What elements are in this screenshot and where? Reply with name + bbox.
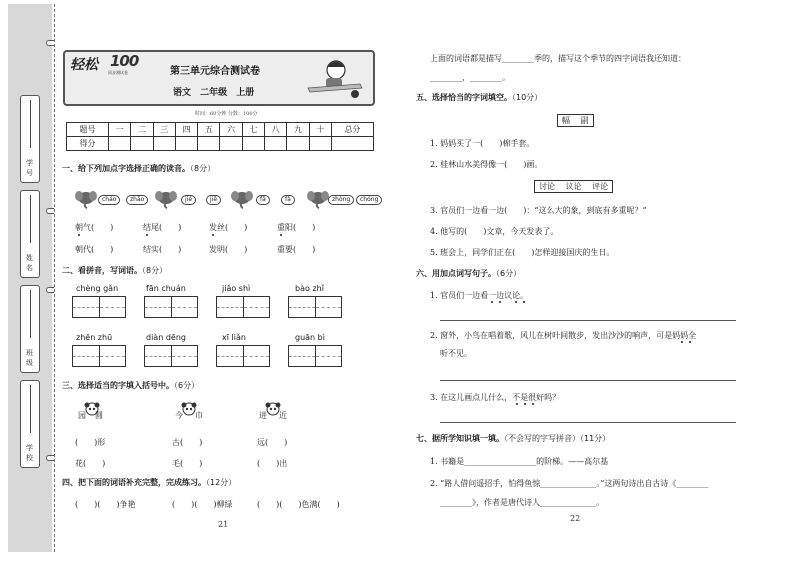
- section-4-heading: 四、把下面的词语补充完整，完成练习。: [62, 478, 206, 487]
- section-1-title: [62, 163, 215, 174]
- char-option[interactable]: 圆: [95, 411, 103, 420]
- emphasis-dot: [280, 234, 282, 236]
- pinyin-option[interactable]: jié: [181, 195, 196, 205]
- score-header-cell: 一: [109, 123, 131, 137]
- section-6-points: （6分）: [496, 269, 522, 278]
- writing-grid[interactable]: [288, 296, 342, 318]
- score-header-cell: 十: [309, 123, 331, 137]
- score-header-cell: 六: [220, 123, 242, 137]
- score-header-cell: 九: [287, 123, 309, 137]
- class-field[interactable]: [20, 285, 40, 373]
- s1-word[interactable]: 结实( ): [143, 245, 182, 254]
- score-cell[interactable]: [265, 137, 287, 151]
- s3-blank[interactable]: ( )出: [257, 459, 288, 468]
- elephant-icon: [307, 189, 329, 209]
- char-option[interactable]: 近: [279, 411, 287, 420]
- section-7-points: （11分）: [580, 434, 611, 443]
- score-header-cell: 五: [198, 123, 220, 137]
- emphasis-dot: [689, 341, 691, 343]
- s6-question: 3. 在这儿画点儿什么，不是很好吗？: [430, 393, 561, 402]
- binding-hole: [46, 287, 54, 293]
- student-id-label: 学号: [26, 159, 33, 177]
- seasonal-question[interactable]: 上面的词语都是描写________季的，描写这个季节的四字词语我还知道：: [430, 54, 686, 63]
- s6-question: 1. 官员们一边看一边议论。: [430, 291, 529, 300]
- emphasis-dot: [146, 234, 148, 236]
- writing-grid[interactable]: [288, 345, 342, 367]
- time-score-info: 时间：60分钟 分数：100分: [195, 111, 258, 117]
- school-label: 学校: [26, 444, 33, 462]
- emphasis-dot: [515, 301, 517, 303]
- score-header-cell: 八: [265, 123, 287, 137]
- section-7-title: [416, 433, 610, 444]
- brand-logo: 轻松: [70, 57, 98, 73]
- score-header-cell: 四: [175, 123, 197, 137]
- writing-grid[interactable]: [72, 296, 126, 318]
- writing-grid[interactable]: [144, 345, 198, 367]
- pinyin-option[interactable]: zhòng: [328, 195, 354, 205]
- s1-word[interactable]: 发明( ): [209, 245, 248, 254]
- pinyin-prompt: zhēn zhū: [76, 333, 113, 342]
- pinyin-prompt: bào zhǐ: [295, 284, 324, 293]
- name-field[interactable]: [20, 190, 40, 278]
- answer-line[interactable]: [440, 422, 736, 423]
- writing-grid[interactable]: [216, 345, 270, 367]
- s1-word[interactable]: 朝气( ): [75, 223, 114, 232]
- score-cell[interactable]: [242, 137, 264, 151]
- char-option[interactable]: 巾: [195, 411, 203, 420]
- pinyin-option[interactable]: fā: [256, 195, 270, 205]
- pinyin-prompt: diàn dēng: [146, 333, 186, 342]
- s5-question[interactable]: 2. 桂林山水美得像一( )画。: [430, 160, 543, 169]
- pinyin-prompt: chèng gǎn: [76, 284, 119, 293]
- s5-question[interactable]: 4. 他写的( )文章，今天发表了。: [430, 227, 559, 236]
- cut-line: [54, 4, 55, 552]
- writing-grid[interactable]: [72, 345, 126, 367]
- answer-line[interactable]: [440, 320, 736, 321]
- score-table-header-row: [67, 123, 374, 137]
- page-number-right: 22: [570, 514, 581, 523]
- section-4-title: [62, 477, 236, 488]
- score-cell[interactable]: [198, 137, 220, 151]
- emphasis-dot: [532, 403, 534, 405]
- s5-question[interactable]: 5. 班会上，同学们正在( )怎样迎接国庆的生日。: [430, 248, 615, 257]
- score-cell[interactable]: [287, 137, 309, 151]
- student-illustration-icon: [300, 54, 372, 102]
- section-5-heading: 五、选择恰当的字词填空。: [416, 93, 512, 102]
- emphasis-dot: [516, 403, 518, 405]
- score-header-cell: 二: [131, 123, 153, 137]
- binding-hole: [46, 40, 54, 46]
- section-3-title: [62, 380, 199, 391]
- elephant-icon: [231, 189, 253, 209]
- student-id-field[interactable]: [20, 95, 40, 183]
- binding-hole: [46, 208, 54, 214]
- section-7-note: （不会写的字写拼音）: [504, 434, 580, 443]
- s3-blank[interactable]: ( )形: [75, 438, 106, 447]
- binding-hole: [46, 455, 54, 461]
- emphasis-dot: [681, 341, 683, 343]
- s3-blank[interactable]: 古( ): [172, 438, 203, 447]
- pinyin-prompt: fān chuán: [146, 284, 186, 293]
- char-option[interactable]: 进: [259, 411, 267, 420]
- pinyin-prompt: jiǎo shì: [222, 284, 251, 293]
- s4-blank[interactable]: ( )( )色满( ): [257, 500, 340, 509]
- s3-blank[interactable]: 花( ): [75, 459, 106, 468]
- emphasis-dot: [78, 234, 80, 236]
- s1-word[interactable]: 结尾( ): [143, 223, 182, 232]
- emphasis-dot: [499, 301, 501, 303]
- score-cell[interactable]: [153, 137, 175, 151]
- school-field[interactable]: [20, 380, 40, 468]
- subject-line: 语文 二年级 上册: [173, 88, 255, 98]
- score-header-cell: 题号: [67, 123, 109, 137]
- score-cell[interactable]: [109, 137, 131, 151]
- pinyin-prompt: guān bì: [295, 333, 325, 342]
- score-cell[interactable]: [309, 137, 331, 151]
- page-number-left: 21: [218, 520, 229, 529]
- seasonal-answer-blanks[interactable]: ________，________。: [430, 73, 510, 82]
- elephant-icon: [75, 189, 97, 209]
- emphasis-dot: [524, 403, 526, 405]
- section-7-heading: 七、据所学知识填一填。: [416, 434, 504, 443]
- s7-question-cont[interactable]: ________》，作者是唐代诗人______________。: [440, 498, 604, 507]
- s1-word[interactable]: 发丝( ): [209, 223, 248, 232]
- binding-strip: [8, 4, 52, 552]
- s5-question[interactable]: 3. 官员们一边看一边( )：“这么大的象，到底有多重呢？”: [430, 206, 647, 215]
- score-header-cell: 三: [153, 123, 175, 137]
- s6-question: 2. 窗外，小鸟在唱着歌，风儿在树叶间散步，发出沙沙的响声，可是妈妈全: [430, 331, 697, 340]
- score-cell[interactable]: [220, 137, 242, 151]
- section-2-title: [62, 265, 167, 276]
- s3-blank[interactable]: 毛( ): [172, 459, 203, 468]
- writing-grid[interactable]: [216, 296, 270, 318]
- word-choice-box: 讨论 议论 评论: [534, 180, 613, 193]
- test-title: 第三单元综合测试卷: [170, 66, 260, 77]
- section-3-points: （6分）: [174, 381, 200, 390]
- word-choice-box: 幅 副: [557, 114, 594, 127]
- s3-blank[interactable]: 远( ): [257, 438, 288, 447]
- brand-logo-number: 100: [110, 52, 139, 70]
- section-2-heading: 二、看拼音，写词语。: [62, 266, 142, 275]
- class-label: 班级: [26, 349, 33, 367]
- section-3-heading: 三、选择适当的字填入括号中。: [62, 381, 174, 390]
- s1-word[interactable]: 重阳( ): [277, 223, 316, 232]
- score-cell[interactable]: [175, 137, 197, 151]
- score-table-score-row: [67, 137, 374, 151]
- score-header-cell: 总分: [331, 123, 373, 137]
- pinyin-option[interactable]: chóng: [356, 195, 382, 205]
- section-6-heading: 六、用加点词写句子。: [416, 269, 496, 278]
- section-6-title: [416, 268, 521, 279]
- score-row-label: 得分: [67, 137, 109, 151]
- emphasis-dot: [491, 301, 493, 303]
- emphasis-dot: [523, 301, 525, 303]
- section-4-points: （12分）: [206, 478, 237, 487]
- pinyin-option[interactable]: fà: [281, 195, 295, 205]
- writing-grid[interactable]: [144, 296, 198, 318]
- score-header-cell: 七: [242, 123, 264, 137]
- brand-subtitle: 同步测试卷: [108, 70, 128, 75]
- score-cell[interactable]: [131, 137, 153, 151]
- answer-line[interactable]: [440, 380, 736, 381]
- s4-blank[interactable]: ( )( )柳绿: [172, 500, 233, 509]
- emphasis-dot: [212, 234, 214, 236]
- s4-blank[interactable]: ( )( )争艳: [75, 500, 136, 509]
- score-cell[interactable]: [331, 137, 373, 151]
- pinyin-option[interactable]: cháo: [98, 195, 120, 205]
- section-5-title: [416, 92, 542, 103]
- s5-question[interactable]: 1. 妈妈买了一( )棉手套。: [430, 139, 535, 148]
- s7-question[interactable]: 1. 书籍是__________________的阶梯。——高尔基: [430, 457, 609, 466]
- section-5-points: （10分）: [512, 93, 543, 102]
- s7-question[interactable]: 2. “路人借问遥招手，怕得鱼惊______________。”这两句诗出自古诗《________: [430, 479, 709, 488]
- name-label: 姓名: [26, 254, 33, 272]
- char-option[interactable]: 园: [78, 411, 86, 420]
- s6-question-cont: 听不见。: [440, 349, 472, 358]
- section-1-heading: 一、给下列加点字选择正确的读音。: [62, 164, 190, 173]
- s1-word[interactable]: 朝代( ): [75, 245, 114, 254]
- section-1-points: （8分）: [190, 164, 216, 173]
- elephant-icon: [155, 189, 177, 209]
- s1-word[interactable]: 重要( ): [277, 245, 316, 254]
- pinyin-option[interactable]: jiē: [206, 195, 221, 205]
- section-2-points: （8分）: [142, 266, 168, 275]
- score-table: [66, 122, 374, 151]
- pinyin-option[interactable]: zhāo: [126, 195, 148, 205]
- char-option[interactable]: 今: [175, 411, 183, 420]
- pinyin-prompt: xī liǎn: [222, 333, 246, 342]
